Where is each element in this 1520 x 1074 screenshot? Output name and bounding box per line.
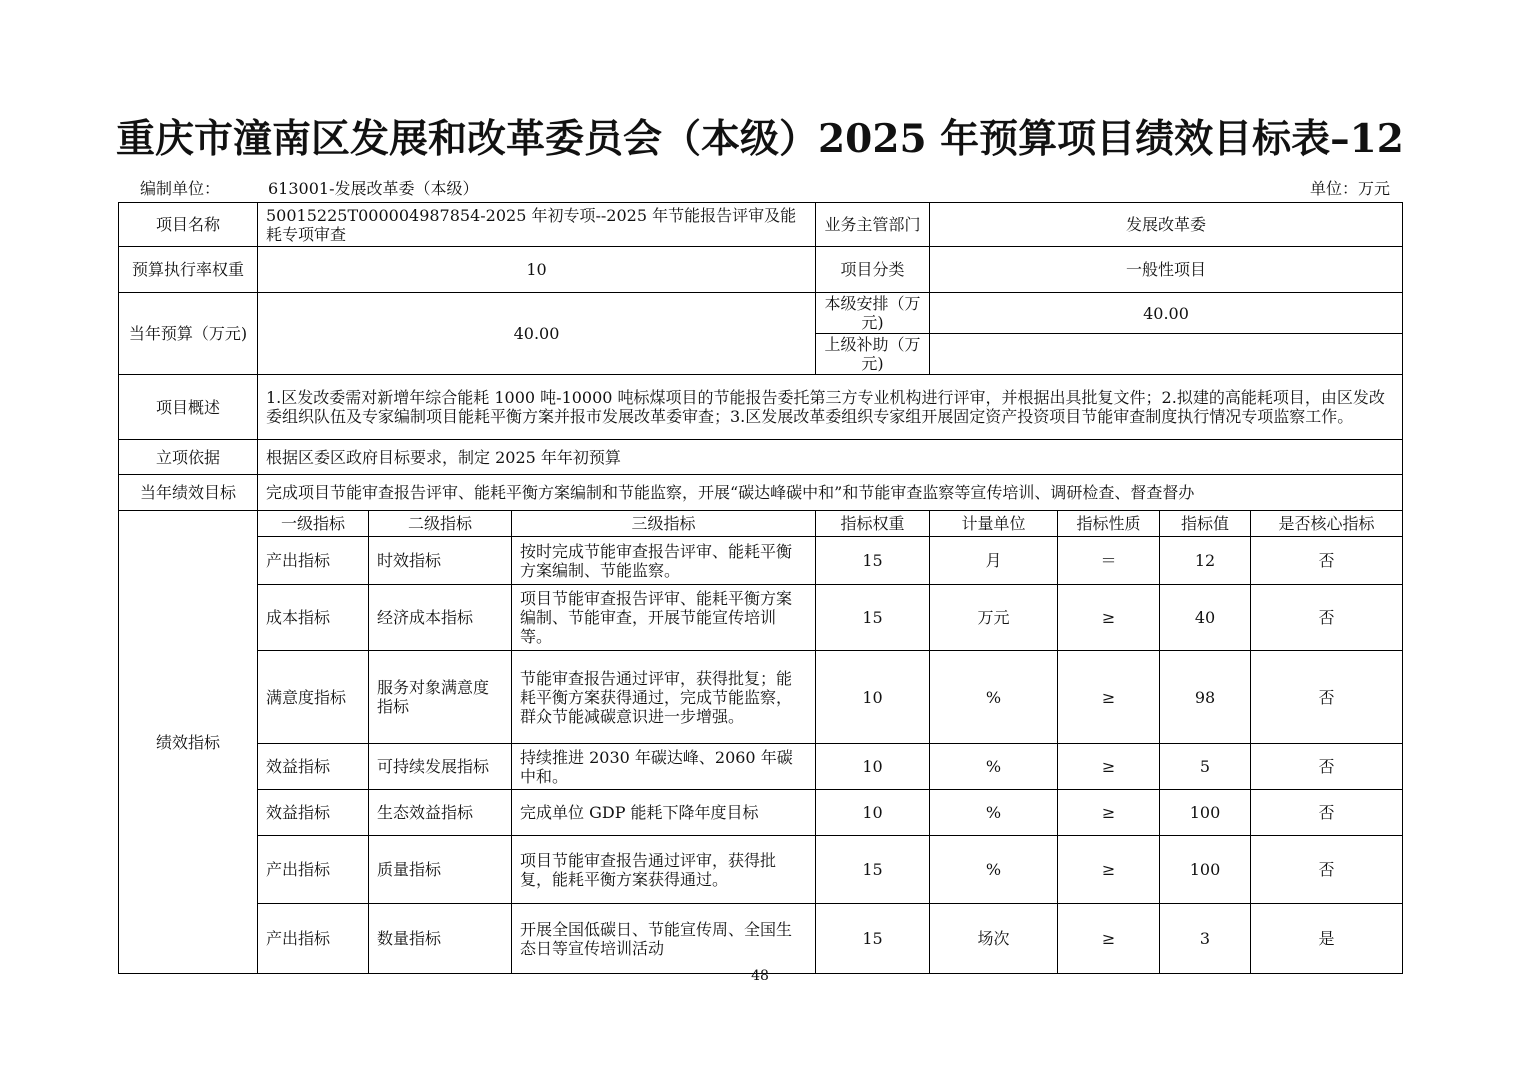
indicator-l2: 服务对象满意度指标 — [369, 651, 512, 744]
project-name-label: 项目名称 — [119, 203, 258, 247]
indicator-value: 98 — [1160, 651, 1251, 744]
local-budget-value: 40.00 — [930, 293, 1403, 334]
indicator-weight: 10 — [816, 744, 930, 790]
dept-label: 业务主管部门 — [816, 203, 930, 247]
local-budget-label: 本级安排（万元) — [816, 293, 930, 334]
indicator-value: 3 — [1160, 904, 1251, 974]
indicator-unit: % — [930, 651, 1058, 744]
indicator-l3: 项目节能审查报告评审、能耗平衡方案编制、节能审查，开展节能宣传培训等。 — [512, 585, 816, 651]
indicator-l1: 产出指标 — [258, 904, 369, 974]
indicator-l3: 按时完成节能审查报告评审、能耗平衡方案编制、节能监察。 — [512, 537, 816, 585]
header-level1: 一级指标 — [258, 511, 369, 537]
indicator-nature: ＝ — [1058, 537, 1160, 585]
indicator-core: 否 — [1251, 537, 1403, 585]
indicator-core: 否 — [1251, 790, 1403, 836]
indicator-l3: 开展全国低碳日、节能宣传周、全国生态日等宣传培训活动 — [512, 904, 816, 974]
indicator-weight: 15 — [816, 904, 930, 974]
indicator-nature: ≥ — [1058, 836, 1160, 904]
indicator-weight: 10 — [816, 790, 930, 836]
indicator-l1: 成本指标 — [258, 585, 369, 651]
indicator-value: 100 — [1160, 836, 1251, 904]
upper-subsidy-label: 上级补助（万元) — [816, 334, 930, 375]
indicator-l3: 项目节能审查报告通过评审，获得批复，能耗平衡方案获得通过。 — [512, 836, 816, 904]
indicator-nature: ≥ — [1058, 651, 1160, 744]
basis-value: 根据区委区政府目标要求，制定 2025 年年初预算 — [258, 440, 1403, 475]
currency-unit: 单位：万元 — [1309, 179, 1390, 198]
header-value: 指标值 — [1160, 511, 1251, 537]
indicator-core: 否 — [1251, 836, 1403, 904]
indicator-l3: 节能审查报告通过评审，获得批复；能耗平衡方案获得通过，完成节能监察，群众节能减碳意识进一步增强。 — [512, 651, 816, 744]
indicator-row — [119, 651, 1403, 744]
indicator-core: 是 — [1251, 904, 1403, 974]
indicator-nature: ≥ — [1058, 790, 1160, 836]
page-title: 重庆市潼南区发展和改革委员会（本级）2025 年预算项目绩效目标表–12 — [116, 116, 1404, 162]
indicator-l3: 完成单位 GDP 能耗下降年度目标 — [512, 790, 816, 836]
page-number: 48 — [751, 968, 769, 984]
budget-label: 当年预算（万元) — [119, 293, 258, 375]
indicator-unit: 月 — [930, 537, 1058, 585]
indicators-section-label: 绩效指标 — [119, 511, 258, 974]
header-core: 是否核心指标 — [1251, 511, 1403, 537]
indicator-core: 否 — [1251, 585, 1403, 651]
header-nature: 指标性质 — [1058, 511, 1160, 537]
indicator-l2: 生态效益指标 — [369, 790, 512, 836]
indicator-l3: 持续推进 2030 年碳达峰、2060 年碳中和。 — [512, 744, 816, 790]
indicator-row — [119, 904, 1403, 974]
indicator-nature: ≥ — [1058, 904, 1160, 974]
compiling-unit-label: 编制单位： — [140, 179, 221, 198]
indicator-l1: 效益指标 — [258, 744, 369, 790]
compiling-unit — [140, 176, 479, 199]
indicator-row — [119, 537, 1403, 585]
project-name-value: 50015225T000004987854-2025 年初专项--2025 年节能报告评审及能耗专项审查 — [258, 203, 816, 247]
indicator-nature: ≥ — [1058, 744, 1160, 790]
indicator-core: 否 — [1251, 744, 1403, 790]
indicator-l2: 质量指标 — [369, 836, 512, 904]
weight-value: 10 — [258, 247, 816, 293]
indicator-weight: 15 — [816, 585, 930, 651]
indicator-l1: 产出指标 — [258, 836, 369, 904]
goal-label: 当年绩效目标 — [119, 475, 258, 511]
upper-subsidy-value — [930, 334, 1403, 375]
indicator-value: 40 — [1160, 585, 1251, 651]
budget-value: 40.00 — [258, 293, 816, 375]
indicator-row — [119, 790, 1403, 836]
indicator-core: 否 — [1251, 651, 1403, 744]
indicator-row — [119, 585, 1403, 651]
indicator-value: 100 — [1160, 790, 1251, 836]
indicator-unit: % — [930, 836, 1058, 904]
overview-value: 1.区发改委需对新增年综合能耗 1000 吨-10000 吨标煤项目的节能报告委托第三方专业机构进行评审，并根据出具批复文件；2.拟建的高能耗项目，由区发改委组织队伍及专家编制项目能耗平衡方案并报市发展改革委审查；3.区发展改革委组织专家组开展固定资产投资项目节能审查制度执行情况专项监察工作。 — [258, 375, 1403, 440]
indicator-l2: 可持续发展指标 — [369, 744, 512, 790]
indicator-l2: 经济成本指标 — [369, 585, 512, 651]
indicator-l1: 满意度指标 — [258, 651, 369, 744]
header-level2: 二级指标 — [369, 511, 512, 537]
indicator-weight: 15 — [816, 537, 930, 585]
indicator-l2: 数量指标 — [369, 904, 512, 974]
indicator-weight: 10 — [816, 651, 930, 744]
weight-label: 预算执行率权重 — [119, 247, 258, 293]
indicator-row — [119, 744, 1403, 790]
indicator-row — [119, 836, 1403, 904]
header-weight: 指标权重 — [816, 511, 930, 537]
compiling-unit-value: 613001-发展改革委（本级） — [268, 179, 479, 198]
indicator-value: 12 — [1160, 537, 1251, 585]
header-level3: 三级指标 — [512, 511, 816, 537]
indicator-unit: 万元 — [930, 585, 1058, 651]
overview-label: 项目概述 — [119, 375, 258, 440]
indicator-l2: 时效指标 — [369, 537, 512, 585]
indicator-unit: 场次 — [930, 904, 1058, 974]
category-value: 一般性项目 — [930, 247, 1403, 293]
indicator-value: 5 — [1160, 744, 1251, 790]
indicator-l1: 效益指标 — [258, 790, 369, 836]
indicator-unit: % — [930, 744, 1058, 790]
header-unit: 计量单位 — [930, 511, 1058, 537]
goal-value: 完成项目节能审查报告评审、能耗平衡方案编制和节能监察，开展“碳达峰碳中和”和节能审查监察等宣传培训、调研检查、督查督办 — [258, 475, 1403, 511]
indicator-nature: ≥ — [1058, 585, 1160, 651]
dept-value: 发展改革委 — [930, 203, 1403, 247]
indicator-weight: 15 — [816, 836, 930, 904]
indicator-l1: 产出指标 — [258, 537, 369, 585]
basis-label: 立项依据 — [119, 440, 258, 475]
indicator-unit: % — [930, 790, 1058, 836]
performance-table — [118, 202, 1403, 974]
category-label: 项目分类 — [816, 247, 930, 293]
